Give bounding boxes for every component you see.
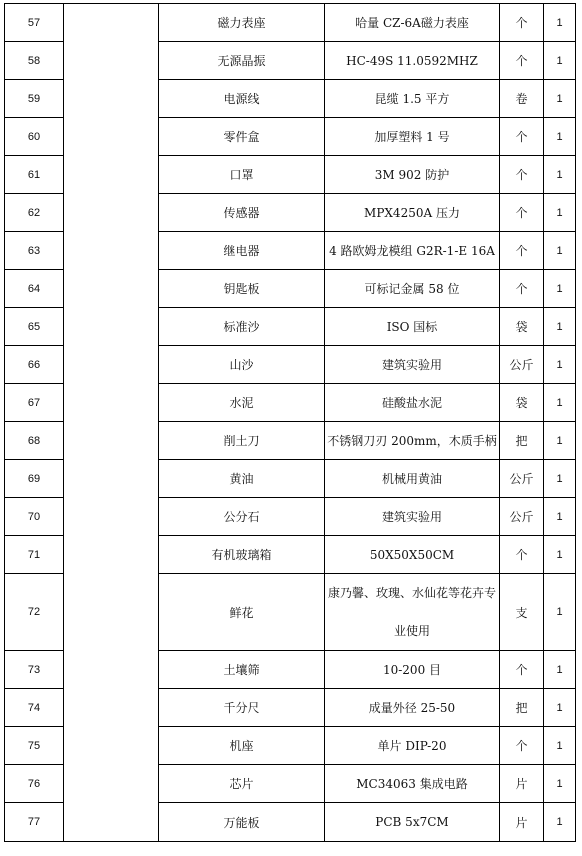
- item-unit: 个: [500, 42, 544, 80]
- row-number: 62: [5, 194, 64, 232]
- row-number: 68: [5, 422, 64, 460]
- item-unit: 把: [500, 689, 544, 727]
- item-name: 万能板: [159, 803, 325, 842]
- item-spec: HC-49S 11.0592MHZ: [325, 42, 500, 80]
- item-qty: 1: [544, 346, 576, 384]
- table-body: [5, 4, 576, 842]
- item-name: 水泥: [159, 384, 325, 422]
- row-number: 76: [5, 765, 64, 803]
- item-name: 无源晶振: [159, 42, 325, 80]
- row-number: 75: [5, 727, 64, 765]
- row-number: 64: [5, 270, 64, 308]
- item-name: 鲜花: [159, 574, 325, 651]
- item-qty: 1: [544, 156, 576, 194]
- item-name: 磁力表座: [159, 4, 325, 42]
- item-qty: 1: [544, 118, 576, 156]
- item-unit: 把: [500, 422, 544, 460]
- row-number: 73: [5, 651, 64, 689]
- equipment-list-table: [4, 3, 576, 842]
- item-name: 山沙: [159, 346, 325, 384]
- item-qty: 1: [544, 574, 576, 651]
- row-number: 69: [5, 460, 64, 498]
- item-name: 传感器: [159, 194, 325, 232]
- item-spec: 3M 902 防护: [325, 156, 500, 194]
- item-spec: 机械用黄油: [325, 460, 500, 498]
- item-spec: PCB 5x7CM: [325, 803, 500, 842]
- row-number: 77: [5, 803, 64, 842]
- item-name: 芯片: [159, 765, 325, 803]
- item-spec: 可标记金属 58 位: [325, 270, 500, 308]
- item-name: 零件盒: [159, 118, 325, 156]
- item-spec: 成量外径 25-50: [325, 689, 500, 727]
- item-spec: 建筑实验用: [325, 346, 500, 384]
- item-name: 千分尺: [159, 689, 325, 727]
- row-number: 65: [5, 308, 64, 346]
- item-unit: 个: [500, 118, 544, 156]
- item-name: 黄油: [159, 460, 325, 498]
- row-number: 57: [5, 4, 64, 42]
- item-qty: 1: [544, 4, 576, 42]
- row-number: 72: [5, 574, 64, 651]
- item-qty: 1: [544, 42, 576, 80]
- item-qty: 1: [544, 689, 576, 727]
- item-spec: 单片 DIP-20: [325, 727, 500, 765]
- item-unit: 袋: [500, 308, 544, 346]
- row-number: 66: [5, 346, 64, 384]
- item-name: 土壤筛: [159, 651, 325, 689]
- row-number: 61: [5, 156, 64, 194]
- item-spec: 4 路欧姆龙模组 G2R-1-E 16A: [325, 232, 500, 270]
- item-spec: 康乃馨、玫瑰、水仙花等花卉专业使用: [325, 574, 500, 651]
- item-unit: 公斤: [500, 498, 544, 536]
- item-unit: 片: [500, 803, 544, 842]
- item-spec: 不锈钢刀刃 200mm，木质手柄: [325, 422, 500, 460]
- item-spec: ISO 国标: [325, 308, 500, 346]
- item-name: 钥匙板: [159, 270, 325, 308]
- row-number: 70: [5, 498, 64, 536]
- item-qty: 1: [544, 536, 576, 574]
- item-name: 标准沙: [159, 308, 325, 346]
- item-unit: 片: [500, 765, 544, 803]
- item-qty: 1: [544, 498, 576, 536]
- item-spec: 建筑实验用: [325, 498, 500, 536]
- item-qty: 1: [544, 384, 576, 422]
- item-qty: 1: [544, 727, 576, 765]
- item-name: 继电器: [159, 232, 325, 270]
- item-unit: 卷: [500, 80, 544, 118]
- item-unit: 支: [500, 574, 544, 651]
- item-spec: 10-200 目: [325, 651, 500, 689]
- item-qty: 1: [544, 194, 576, 232]
- item-qty: 1: [544, 651, 576, 689]
- row-number: 58: [5, 42, 64, 80]
- item-qty: 1: [544, 270, 576, 308]
- table-row: [5, 4, 576, 42]
- row-number: 60: [5, 118, 64, 156]
- item-qty: 1: [544, 460, 576, 498]
- item-unit: 公斤: [500, 346, 544, 384]
- item-unit: 个: [500, 536, 544, 574]
- item-unit: 个: [500, 232, 544, 270]
- item-name: 削土刀: [159, 422, 325, 460]
- item-unit: 个: [500, 651, 544, 689]
- item-spec: 昆缆 1.5 平方: [325, 80, 500, 118]
- item-qty: 1: [544, 232, 576, 270]
- row-number: 74: [5, 689, 64, 727]
- item-unit: 个: [500, 194, 544, 232]
- item-name: 口罩: [159, 156, 325, 194]
- item-name: 电源线: [159, 80, 325, 118]
- item-qty: 1: [544, 803, 576, 842]
- item-qty: 1: [544, 308, 576, 346]
- item-unit: 袋: [500, 384, 544, 422]
- item-unit: 个: [500, 4, 544, 42]
- row-number: 67: [5, 384, 64, 422]
- item-unit: 个: [500, 727, 544, 765]
- item-name: 有机玻璃箱: [159, 536, 325, 574]
- item-spec: 硅酸盐水泥: [325, 384, 500, 422]
- item-spec: 加厚塑料 1 号: [325, 118, 500, 156]
- item-unit: 公斤: [500, 460, 544, 498]
- item-name: 机座: [159, 727, 325, 765]
- row-number: 71: [5, 536, 64, 574]
- item-unit: 个: [500, 156, 544, 194]
- item-spec: 50X50X50CM: [325, 536, 500, 574]
- item-spec: 哈量 CZ-6A磁力表座: [325, 4, 500, 42]
- item-name: 公分石: [159, 498, 325, 536]
- item-spec: MC34063 集成电路: [325, 765, 500, 803]
- merged-category-cell: [64, 4, 159, 842]
- item-qty: 1: [544, 80, 576, 118]
- item-qty: 1: [544, 765, 576, 803]
- row-number: 59: [5, 80, 64, 118]
- row-number: 63: [5, 232, 64, 270]
- item-unit: 个: [500, 270, 544, 308]
- item-qty: 1: [544, 422, 576, 460]
- item-spec: MPX4250A 压力: [325, 194, 500, 232]
